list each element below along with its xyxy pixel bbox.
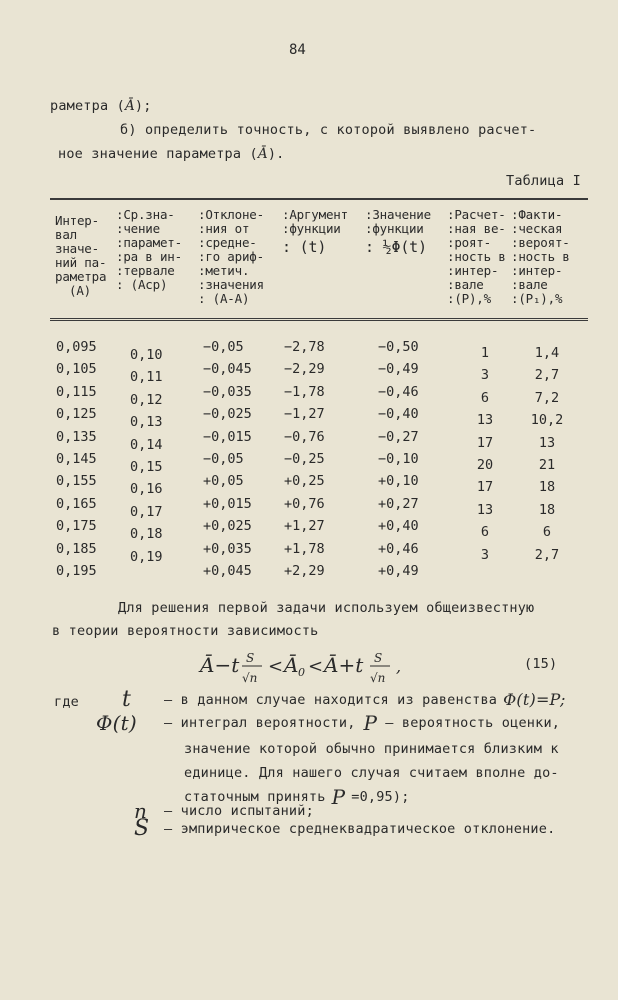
column-interval [56,339,97,585]
table-cell: 13 [476,501,494,518]
symbol-t: t [122,687,132,712]
table-cell: −0,035 [203,383,252,400]
table-cell: 0,13 [130,414,163,431]
table-cell: 0,135 [56,428,97,445]
table-cell: −1,27 [284,406,325,423]
intro-line-3 [58,146,284,162]
table-cell: −0,76 [284,428,325,445]
table-cell: 0,15 [130,458,163,475]
paragraph-line-1: Для решения первой задачи используем общеизвестную [118,600,535,616]
intro-line-1 [50,98,152,114]
table-cell: −0,045 [203,361,252,378]
table-cell: −2,29 [284,361,325,378]
table-cell: −0,05 [203,450,244,467]
table-cell: 0,195 [56,562,97,579]
table-cell: +0,10 [378,473,419,490]
svg-text:√n: √n [242,671,258,685]
phi-equals-p: Φ(t)=P; [503,690,566,709]
table-cell: −2,78 [284,339,325,355]
table-cell: 20 [476,456,494,473]
definition-s [134,816,555,841]
intro-line-3-end: ). [267,146,285,162]
table-cell: 3 [480,367,490,384]
table-cell: 6 [480,524,490,541]
table-cell: 13 [476,412,494,429]
svg-text:Ā: Ā [284,653,299,677]
table-cell: 0,19 [130,548,163,565]
definition-line-4: единице. Для нашего случая считаем вполне до- [184,765,559,781]
table-cell: +0,25 [284,473,325,490]
svg-text:<: < [308,656,324,677]
paragraph-line-2: в теории вероятности зависимость [52,623,319,639]
table-cell: −0,10 [378,450,419,467]
where-label: где [54,694,79,710]
table-cell: −0,50 [378,339,419,355]
table-cell: +1,27 [284,518,325,535]
definition-t [122,687,566,712]
table-cell: 6 [480,389,490,406]
table-cell: +0,025 [203,518,252,535]
definition-phi [96,711,560,735]
definition-t-text: – в данном случае находится из равенства [164,691,498,708]
symbol-s: S [134,816,150,841]
intro-line-2: б) определить точность, с которой выявлено расчет- [120,122,537,138]
svg-text:Ā+t: Ā+t [324,653,364,677]
a-bar-symbol: Ā [257,146,268,162]
column-function [378,339,419,585]
header-mean: :Ср.зна- :чение :парамет- :ра в ин- :тервале : (Аср) [116,207,182,292]
header-actual-prob: :Факти- :ческая :вероят- :ность в :интер- :вале :(Р₁),% [511,207,570,306]
symbol-n: n [134,799,148,823]
table-cell: −0,27 [378,428,419,445]
table-cell: +1,78 [284,540,325,557]
table-cell: 2,7 [534,367,560,384]
definition-line-5-text: статочным принять [184,789,326,805]
table-cell: 0,095 [56,339,97,355]
table-cell: 0,115 [56,383,97,400]
table-cell: 0,12 [130,391,163,408]
table-cell: +0,49 [378,562,419,579]
table-cell: 0,17 [130,503,163,520]
svg-text:Ā−t: Ā−t [200,653,240,677]
symbol-p: P [363,711,378,735]
table-header-rule [50,318,588,321]
table-cell: 0,175 [56,518,97,535]
svg-text:S: S [246,651,255,665]
table-cell: 10,2 [530,412,564,429]
header-argument: :Аргумент :функции : (t) [282,207,348,256]
table-cell: 3 [480,546,490,563]
table-cell: +0,76 [284,495,325,512]
column-actual-prob [525,345,569,569]
column-argument [284,339,325,585]
table-cell: −1,78 [284,383,325,400]
table-cell: 18 [538,479,556,496]
definition-n-text: – число испытаний; [164,803,314,819]
table-cell: −0,015 [203,428,252,445]
symbol-phi: Φ(t) [96,711,137,735]
definition-line-5-tail: =0,95); [351,789,410,805]
table-cell: +0,27 [378,495,419,512]
table-cell: +0,045 [203,562,252,579]
column-calc-prob [468,345,502,569]
table-cell: −0,49 [378,361,419,378]
table-cell: +0,015 [203,495,252,512]
table-cell: −0,05 [203,339,244,355]
table-cell: +0,05 [203,473,244,490]
table-cell: 6 [542,524,552,541]
table-cell: 1,4 [534,345,560,361]
table-cell: 0,125 [56,406,97,423]
header-deviation: :Отклоне- :ния от :средне- :го ариф- :метич. :значения : (А-А) [198,207,264,306]
a-bar-symbol: Ā [124,98,135,114]
table-cell: 0,18 [130,526,163,543]
table-cell: 0,185 [56,540,97,557]
svg-text:<: < [268,656,284,677]
table-cell: −0,40 [378,406,419,423]
table-cell: 2,7 [534,546,560,563]
table-cell: 21 [538,456,556,473]
formula-number: (15) [524,656,558,672]
column-deviation [203,339,252,585]
table-cell: +2,29 [284,562,325,579]
svg-text:S: S [374,651,383,665]
table-cell: +0,035 [203,540,252,557]
header-interval: Интер- вал значе- ний па- раметра (А) [55,213,107,298]
svg-text:√n: √n [370,671,386,685]
table-cell: 1 [480,345,490,361]
table-cell: 0,16 [130,481,163,498]
table-cell: 0,14 [130,436,163,453]
page-number: 84 [289,42,306,58]
formula-15 [198,642,448,692]
intro-line-3-text: ное значение параметра ( [58,146,258,162]
definition-line-3: значение которой обычно принимается близким к [184,741,559,757]
table-cell: +0,40 [378,518,419,535]
table-cell: 0,10 [130,347,163,363]
table-cell: 7,2 [534,389,560,406]
definition-s-text: – эмпирическое среднеквадратическое отклонение. [164,820,556,837]
svg-text:0: 0 [298,666,305,679]
table-cell: 0,105 [56,361,97,378]
table-cell: −0,46 [378,383,419,400]
table-cell: 17 [476,479,494,496]
header-calc-prob: :Расчет- :ная ве- :роят- :ность в :интер- :вале :(Р),% [447,207,506,306]
definition-p-text: – вероятность оценки, [385,715,561,731]
intro-line-1-text: раметра ( [50,98,125,114]
column-mean [130,347,163,571]
table-top-rule [50,198,588,200]
table-cell: −0,025 [203,406,252,423]
table-cell: 0,155 [56,473,97,490]
table-cell: 18 [538,501,556,518]
table-cell: 0,11 [130,369,163,386]
table-cell: +0,46 [378,540,419,557]
table-cell: −0,25 [284,450,325,467]
symbol-p: P [331,785,346,809]
table-cell: 0,145 [56,450,97,467]
table-cell: 17 [476,434,494,451]
table-cell: 13 [538,434,556,451]
table-caption: Таблица I [506,173,581,189]
definition-phi-text: – интеграл вероятности, [164,715,356,731]
table-cell: 0,165 [56,495,97,512]
intro-line-1-end: ); [134,98,152,114]
header-function: :Значение :функции : ½Φ(t) [365,207,431,256]
svg-text:,: , [396,657,402,676]
